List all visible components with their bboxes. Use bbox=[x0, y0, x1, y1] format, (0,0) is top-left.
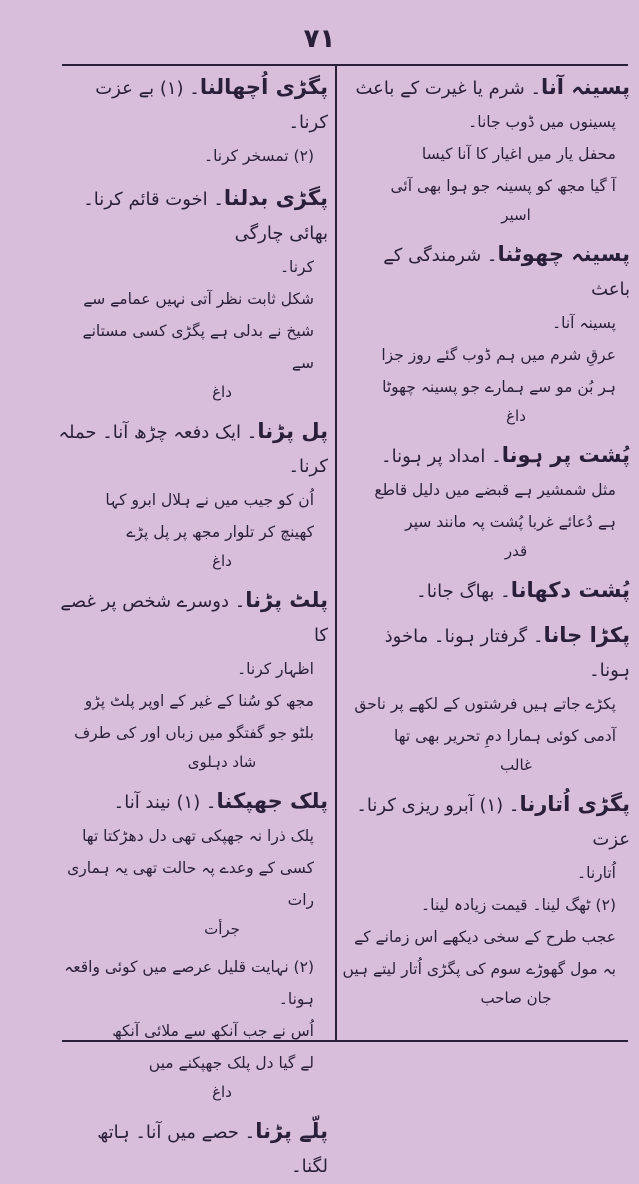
entry-definition: پُشت پر ہونا۔ امداد پر ہونا۔ bbox=[381, 443, 630, 467]
entry-headword: پلّے پڑنا bbox=[255, 1119, 328, 1143]
entry-line: اُس نے جب آنکھ سے ملائی آنکھ bbox=[112, 1022, 314, 1040]
top-rule bbox=[62, 64, 628, 66]
entry-line: عجب طرح کے سخی دیکھے اس زمانے کے bbox=[354, 928, 616, 946]
entry-definition: پلک جھپکنا۔ (۱) نیند آنا۔ bbox=[113, 789, 328, 813]
entry-line: عرقِ شرم میں ہم ڈوب گئے روز جزا bbox=[381, 346, 616, 364]
entry-line: ہر بُن مو سے ہمارے جو پسینہ چھوٹا bbox=[382, 378, 616, 396]
poet-name: جرأت bbox=[204, 920, 240, 938]
entry-line: پلک ذرا نہ جھپکی تھی دل دھڑکتا تھا bbox=[82, 827, 314, 845]
entry-headword: پگڑی بدلنا bbox=[223, 186, 328, 210]
entry-line: بلٹو جو گفتگو میں زباں اور کی طرف bbox=[74, 724, 314, 742]
entry-definition: پلٹ پڑنا۔ دوسرے شخص پر غصے کا bbox=[60, 588, 328, 646]
dictionary-entry bbox=[342, 573, 630, 609]
dictionary-entry bbox=[56, 181, 328, 405]
entry-line: شکل ثابت نظر آتی نہیں عمامے سے bbox=[83, 290, 314, 308]
dictionary-entry bbox=[56, 951, 328, 1105]
entry-headword: پگڑی اُتارنا bbox=[519, 792, 630, 816]
entry-line: محفل یار میں اغیار کا آنا کیسا bbox=[421, 145, 616, 163]
entry-line: پسینوں میں ڈوب جانا۔ bbox=[468, 113, 616, 131]
entry-headword: پُشت دکھانا bbox=[510, 578, 630, 602]
entry-definition: پکڑا جانا۔ گرفتار ہونا۔ ماخوذ ہونا۔ bbox=[384, 623, 630, 681]
entry-headword: پسینہ آنا bbox=[541, 75, 630, 99]
entry-definition: پگڑی بدلنا۔ اخوت قائم کرنا۔ بھائی چارگی bbox=[83, 186, 328, 244]
poet-name: داغ bbox=[212, 1083, 232, 1101]
entry-line: (۲) نہایت قلیل عرصے میں کوئی واقعہ bbox=[64, 958, 314, 976]
entry-definition: پلّے پڑنا۔ حصے میں آنا۔ ہاتھ لگنا۔ bbox=[97, 1119, 328, 1177]
entry-line: کسی کے وعدے پہ حالت تھی یہ ہماری رات bbox=[67, 859, 314, 909]
dictionary-entry bbox=[56, 414, 328, 574]
dictionary-entry bbox=[56, 1114, 328, 1184]
entry-line: پکڑے جاتے ہیں فرشتوں کے لکھے پر ناحق bbox=[354, 695, 616, 713]
poet-name: داغ bbox=[212, 383, 232, 401]
entry-headword: پل پڑنا bbox=[257, 419, 328, 443]
entry-headword: پگڑی اُچھالنا bbox=[199, 75, 328, 99]
entry-headword: پُشت پر ہونا bbox=[501, 443, 630, 467]
poet-name: غالب bbox=[500, 756, 532, 774]
poet-name: داغ bbox=[506, 407, 526, 425]
entry-line: کرنا۔ bbox=[279, 258, 314, 276]
left-column bbox=[56, 70, 328, 1177]
entry-headword: پسینہ چھوٹنا bbox=[497, 242, 630, 266]
dictionary-entry bbox=[342, 70, 630, 228]
dictionary-entry bbox=[56, 70, 328, 172]
entry-headword: پلٹ پڑنا bbox=[245, 588, 328, 612]
dictionary-entry bbox=[342, 438, 630, 564]
poet-name: جان صاحب bbox=[480, 989, 552, 1007]
entry-line: آ گیا مجھ کو پسینہ جو ہوا بھی آئی bbox=[390, 177, 616, 195]
entry-headword: پلک جھپکنا bbox=[216, 789, 328, 813]
entry-line: شیخ نے بدلی ہے پگڑی کسی مستانے سے bbox=[82, 322, 314, 372]
entry-line: ہونا۔ bbox=[278, 990, 314, 1008]
entry-line: بہ مول گھوڑے سوم کی پگڑی اُتار لیتے ہیں bbox=[342, 960, 616, 978]
entry-headword: پکڑا جانا bbox=[543, 623, 630, 647]
poet-name: اسیر bbox=[501, 206, 531, 224]
entry-definition: پل پڑنا۔ ایک دفعہ چڑھ آنا۔ حملہ کرنا۔ bbox=[58, 419, 328, 477]
entry-line: آدمی کوئی ہمارا دمِ تحریر بھی تھا bbox=[394, 727, 616, 745]
entry-definition: پسینہ چھوٹنا۔ شرمندگی کے باعث bbox=[383, 242, 630, 300]
column-divider bbox=[335, 66, 337, 1040]
poet-name: قدر bbox=[504, 542, 528, 560]
dictionary-entry bbox=[342, 237, 630, 429]
page-number: ۷۱ bbox=[303, 24, 336, 54]
entry-line: (۲) ٹھگ لینا۔ قیمت زیادہ لینا۔ bbox=[421, 896, 616, 914]
dictionary-entry bbox=[56, 583, 328, 775]
dictionary-entry bbox=[342, 787, 630, 1011]
poet-name: داغ bbox=[212, 552, 232, 570]
dictionary-entry bbox=[56, 784, 328, 942]
entry-definition: پگڑی اُچھالنا۔ (۱) بے عزت کرنا۔ bbox=[95, 75, 328, 133]
entry-line: اُتارنا۔ bbox=[577, 864, 616, 882]
entry-line: مثل شمشیر ہے قبضے میں دلیل قاطع bbox=[374, 481, 616, 499]
entry-line: کھینچ کر تلوار مجھ پر پل پڑے bbox=[126, 523, 314, 541]
entry-line: اُن کو جیب میں نے ہلال ابرو کہا bbox=[105, 491, 314, 509]
entry-line: لے گیا دل پلک جھپکنے میں bbox=[148, 1054, 314, 1072]
entry-definition: پسینہ آنا۔ شرم یا غیرت کے باعث bbox=[355, 75, 630, 99]
right-column bbox=[342, 70, 630, 1038]
entry-line: مجھ کو سُنا کے غیر کے اوپر پلٹ پڑو bbox=[84, 692, 314, 710]
entry-line: (۲) تمسخر کرنا۔ bbox=[203, 147, 314, 165]
entry-definition: پگڑی اُتارنا۔ (۱) آبرو ریزی کرنا۔ عزت bbox=[356, 792, 630, 850]
entry-line: ہے دُعائے غربا پُشت پہ مانند سپر bbox=[405, 513, 616, 531]
entry-definition: پُشت دکھانا۔ بھاگ جانا۔ bbox=[416, 578, 630, 602]
entry-line: پسینہ آنا۔ bbox=[552, 314, 616, 332]
dictionary-entry bbox=[342, 618, 630, 778]
entry-line: اظہار کرنا۔ bbox=[237, 660, 314, 678]
poet-name: شاد دہلوی bbox=[187, 753, 257, 771]
